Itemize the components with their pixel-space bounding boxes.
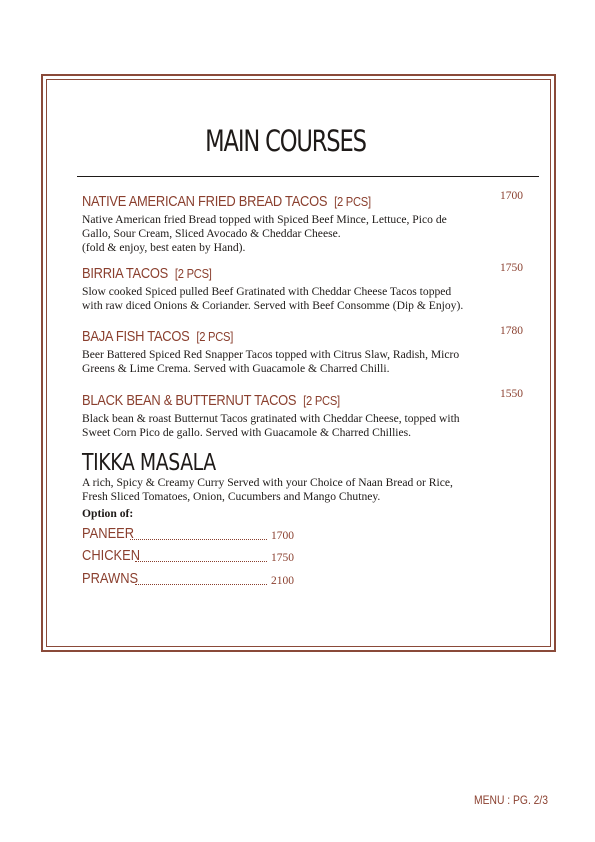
menu-item-fried-bread-tacos: [82, 193, 507, 255]
menu-item-price: 1550: [500, 388, 523, 400]
option-chicken: [82, 548, 297, 566]
menu-item-pcs: [2 PCS]: [196, 329, 234, 344]
option-name: PRAWNS: [82, 570, 139, 587]
menu-item-pcs: [2 PCS]: [303, 393, 340, 408]
tikka-masala-heading: TIKKA MASALA: [82, 450, 216, 476]
option-paneer: [82, 526, 297, 544]
menu-item-price: 1780: [500, 325, 523, 337]
title-divider: [77, 176, 539, 177]
menu-item-price: 1750: [500, 262, 523, 274]
menu-item-price: 1700: [500, 190, 523, 202]
page-title: MAIN COURSES: [205, 124, 366, 158]
menu-item-black-bean-tacos: [82, 392, 507, 440]
dot-leader: [130, 538, 267, 540]
menu-item-name: BAJA FISH TACOS [2 PCS]: [82, 328, 234, 345]
menu-item-name: BLACK BEAN & BUTTERNUT TACOS [2 PCS]: [82, 392, 340, 409]
menu-item-description: Black bean & roast Butternut Tacos gratinated with Cheddar Cheese, topped with Sweet Corn Pico de gallo. Served with Guacamole & Charred Chillies.: [82, 412, 460, 439]
option-prawns: [82, 571, 297, 589]
menu-item-birria-tacos: [82, 265, 507, 313]
dot-leader: [135, 583, 267, 585]
option-label: Option of:: [82, 507, 134, 520]
menu-item-baja-fish-tacos: [82, 328, 507, 376]
menu-item-name: NATIVE AMERICAN FRIED BREAD TACOS [2 PCS]: [82, 193, 371, 210]
option-name: PANEER: [82, 525, 135, 542]
menu-item-description: Slow cooked Spiced pulled Beef Gratinated with Cheddar Cheese Tacos topped with raw diced Onions & Coriander. Served with Beef Consomme (Dip & Enjoy).: [82, 285, 464, 312]
menu-item-pcs: [2 PCS]: [334, 194, 371, 209]
page-number: MENU : PG. 2/3: [474, 793, 548, 807]
menu-item-description: Native American fried Bread topped with Spiced Beef Mince, Lettuce, Pico de Gallo, Sour Cream, Sliced Avocado & Cheddar Cheese. (fold & enjoy, best eaten by Hand).: [82, 213, 447, 254]
option-price: 2100: [271, 575, 294, 587]
menu-item-pcs: [2 PCS]: [174, 266, 212, 281]
menu-item-description: Beer Battered Spiced Red Snapper Tacos topped with Citrus Slaw, Radish, Micro Greens & Lime Crema. Served with Guacamole & Charred Chilli.: [82, 348, 460, 375]
option-price: 1750: [271, 552, 294, 564]
option-name: CHICKEN: [82, 547, 141, 564]
tikka-masala-description: A rich, Spicy & Creamy Curry Served with your Choice of Naan Bread or Rice, Fresh Sliced Tomatoes, Onion, Cucumbers and Mango Chutney.: [82, 476, 453, 503]
dot-leader: [135, 560, 267, 562]
menu-item-name: BIRRIA TACOS [2 PCS]: [82, 265, 212, 282]
option-price: 1700: [271, 530, 294, 542]
